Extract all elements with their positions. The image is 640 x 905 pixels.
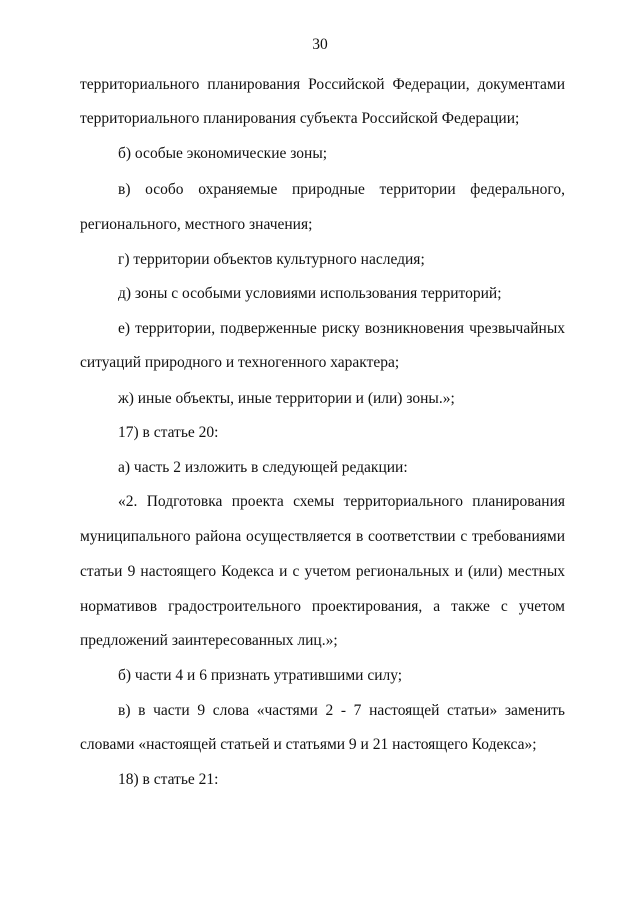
text-line: 18) в статье 21: <box>118 771 219 788</box>
text-line: территориального планирования Российской Федерации, документами <box>80 76 565 93</box>
text-line: б) особые экономические зоны; <box>118 145 328 162</box>
text-line: территориального планирования субъекта Российской Федерации; <box>80 110 520 127</box>
text-line: д) зоны с особыми условиями использования территорий; <box>118 285 502 302</box>
text-line: регионального, местного значения; <box>80 216 313 233</box>
text-line: ситуаций природного и техногенного характера; <box>80 354 400 371</box>
text-line: словами «настоящей статьей и статьями 9 и 21 настоящего Кодекса»; <box>80 736 537 753</box>
text-line: нормативов градостроительного проектирования, а также с учетом <box>80 598 565 615</box>
page-number: 30 <box>312 36 328 53</box>
text-line: «2. Подготовка проекта схемы территориального планирования <box>118 493 565 510</box>
text-line: предложений заинтересованных лиц.»; <box>80 632 338 649</box>
text-line: в) в части 9 слова «частями 2 - 7 настоящей статьи» заменить <box>118 702 565 719</box>
text-line: 17) в статье 20: <box>118 424 219 441</box>
text-line: а) часть 2 изложить в следующей редакции: <box>118 459 408 476</box>
text-line: в) особо охраняемые природные территории федерального, <box>118 181 565 198</box>
text-line: г) территории объектов культурного наследия; <box>118 251 425 268</box>
text-line: е) территории, подверженные риску возникновения чрезвычайных <box>118 320 565 337</box>
text-line: статьи 9 настоящего Кодекса и с учетом региональных и (или) местных <box>80 563 565 580</box>
text-line: ж) иные объекты, иные территории и (или) зоны.»; <box>118 390 455 407</box>
text-line: муниципального района осуществляется в соответствии с требованиями <box>80 528 565 545</box>
text-line: б) части 4 и 6 признать утратившими силу; <box>118 667 403 684</box>
